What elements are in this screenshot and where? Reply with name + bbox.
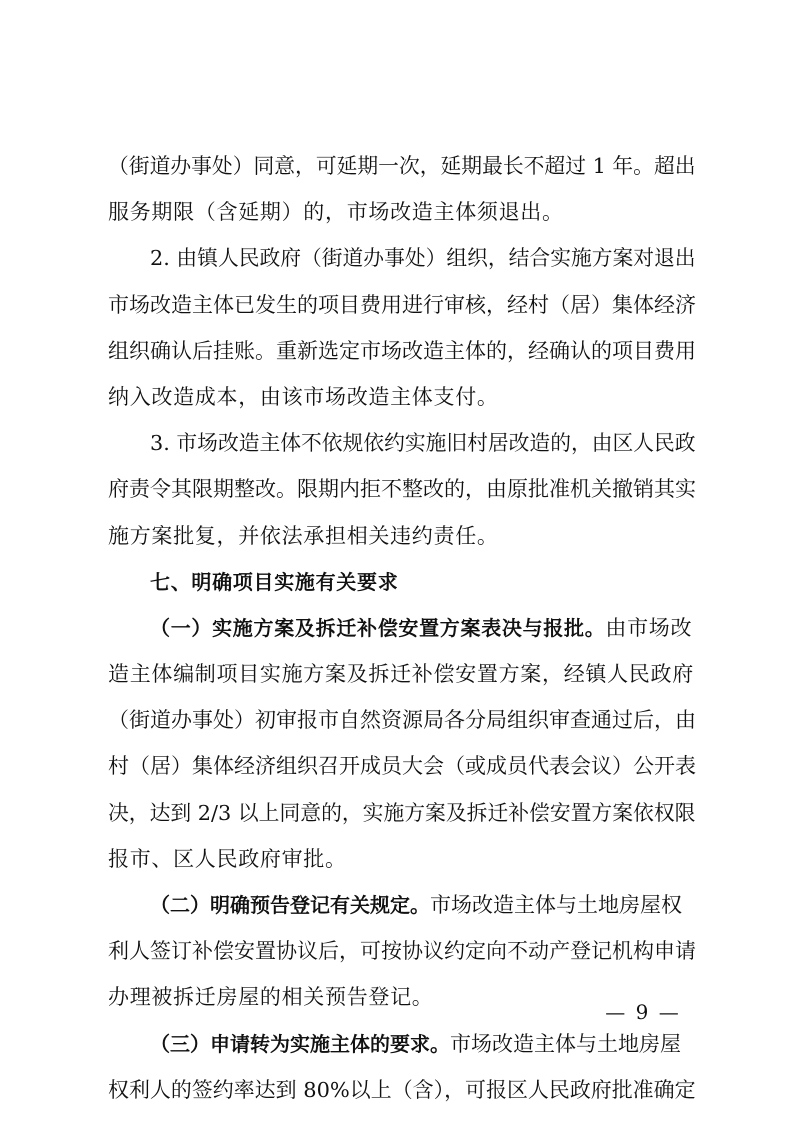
section-heading: 七、明确项目实施有关要求 <box>150 569 399 594</box>
paragraph-line: 利人签订补偿安置协议后，可按协议约定向不动产登记机构申请 <box>108 939 696 964</box>
paragraph-text: 由市场改 <box>605 615 693 640</box>
document-body <box>108 143 696 1113</box>
paragraph-line: 办理被拆迁房屋的相关预告登记。 <box>108 985 434 1010</box>
paragraph-line: （街道办事处）同意，可延期一次，延期最长不超过 1 年。超出 <box>108 154 696 178</box>
paragraph-line: 村（居）集体经济组织召开成员大会（或成员代表会议）公开表 <box>108 754 696 779</box>
paragraph-line: 造主体编制项目实施方案及拆迁补偿安置方案，经镇人民政府 <box>108 662 694 687</box>
paragraph-line <box>108 882 696 928</box>
paragraph-line <box>108 1021 696 1067</box>
paragraph-line: 决，达到 2/3 以上同意的，实施方案及拆迁补偿安置方案依权限 <box>108 800 696 825</box>
paragraph-line: 权利人的签约率达到 80%以上（含），可报区人民政府批准确定 <box>108 1077 696 1102</box>
paragraph-line: 2. 由镇人民政府（街道办事处）组织，结合实施方案对退出 <box>150 246 696 271</box>
paragraph-line: 报市、区人民政府审批。 <box>108 846 347 871</box>
paragraph-line: 服务期限（含延期）的，市场改造主体须退出。 <box>108 200 564 225</box>
paragraph-line <box>108 605 696 651</box>
subsection-title: （一）实施方案及拆迁补偿安置方案表决与报批。 <box>150 615 606 640</box>
paragraph-line: 组织确认后挂账。重新选定市场改造主体的，经确认的项目费用 <box>108 338 696 363</box>
paragraph-line: 市场改造主体已发生的项目费用进行审核，经村（居）集体经济 <box>108 292 696 317</box>
paragraph-line: 府责令其限期整改。限期内拒不整改的，由原批准机关撤销其实 <box>108 477 696 502</box>
paragraph-line: 施方案批复，并依法承担相关违约责任。 <box>108 523 499 548</box>
paragraph-line: （街道办事处）初审报市自然资源局各分局组织审查通过后，由 <box>108 708 696 733</box>
paragraph-text: 市场改造主体与土地房屋权 <box>430 893 682 917</box>
page-number: — 9 — <box>605 1000 681 1024</box>
paragraph-text: 市场改造主体与土地房屋 <box>450 1031 681 1056</box>
subsection-title: （三）申请转为实施主体的要求。 <box>150 1031 450 1056</box>
paragraph-line: 纳入改造成本，由该市场改造主体支付。 <box>108 384 499 409</box>
paragraph-line: 3. 市场改造主体不依规依约实施旧村居改造的，由区人民政 <box>150 431 696 456</box>
subsection-title: （二）明确预告登记有关规定。 <box>150 893 430 917</box>
